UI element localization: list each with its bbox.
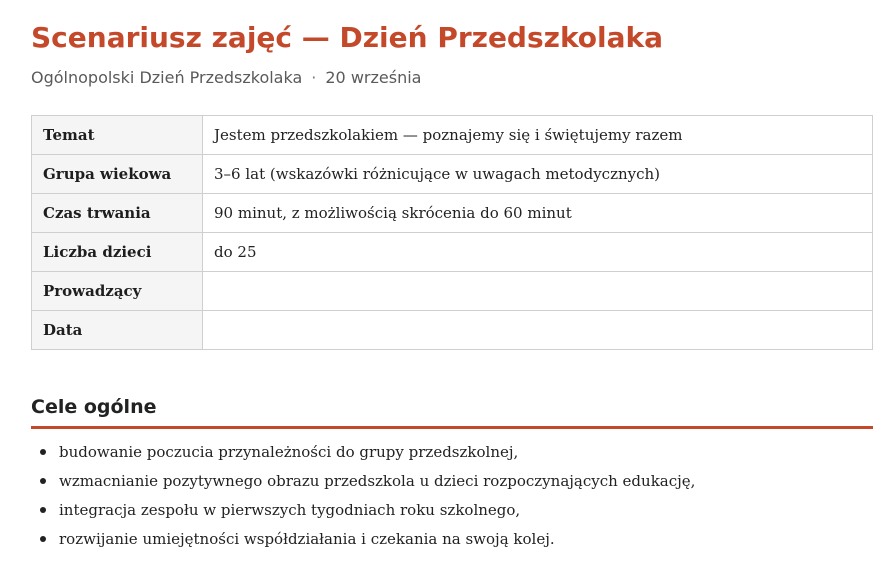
bullet-icon	[40, 536, 46, 542]
goal-text: budowanie poczucia przynależności do grupy przedszkolnej,	[59, 443, 519, 461]
table-row	[32, 194, 873, 233]
list-item	[31, 439, 695, 468]
section-divider	[31, 426, 873, 429]
row-value-children-count: do 25	[203, 233, 873, 272]
row-label-leader: Prowadzący	[32, 272, 203, 311]
row-label-duration: Czas trwania	[32, 194, 203, 233]
table-row	[32, 155, 873, 194]
goal-text: wzmacnianie pozytywnego obrazu przedszkola u dzieci rozpoczynających edukację,	[59, 472, 696, 490]
list-item	[31, 497, 695, 526]
subtitle-event: Ogólnopolski Dzień Przedszkolaka	[31, 68, 303, 87]
page-subtitle	[31, 68, 421, 87]
row-label-children-count: Liczba dzieci	[32, 233, 203, 272]
bullet-icon	[40, 507, 46, 513]
subtitle-date: 20 września	[325, 68, 422, 87]
info-table	[31, 115, 873, 350]
subtitle-separator: ·	[311, 68, 317, 87]
row-value-age-group: 3–6 lat (wskazówki różnicujące w uwagach metodycznych)	[203, 155, 873, 194]
table-row	[32, 311, 873, 350]
row-value-date	[203, 311, 873, 350]
row-label-date: Data	[32, 311, 203, 350]
bullet-icon	[40, 478, 46, 484]
row-value-duration: 90 minut, z możliwością skrócenia do 60 minut	[203, 194, 873, 233]
bullet-icon	[40, 449, 46, 455]
table-row	[32, 272, 873, 311]
row-value-topic: Jestem przedszkolakiem — poznajemy się i świętujemy razem	[203, 116, 873, 155]
row-value-leader	[203, 272, 873, 311]
row-label-topic: Temat	[32, 116, 203, 155]
section-title-goals: Cele ogólne	[31, 396, 157, 418]
goal-text: integracja zespołu w pierwszych tygodniach roku szkolnego,	[59, 501, 521, 519]
goal-text: rozwijanie umiejętności współdziałania i czekania na swoją kolej.	[59, 530, 555, 548]
list-item	[31, 526, 695, 555]
table-row	[32, 233, 873, 272]
table-row	[32, 116, 873, 155]
page-title: Scenariusz zajęć — Dzień Przedszkolaka	[31, 21, 664, 54]
goals-list	[31, 439, 695, 555]
row-label-age-group: Grupa wiekowa	[32, 155, 203, 194]
list-item	[31, 468, 695, 497]
